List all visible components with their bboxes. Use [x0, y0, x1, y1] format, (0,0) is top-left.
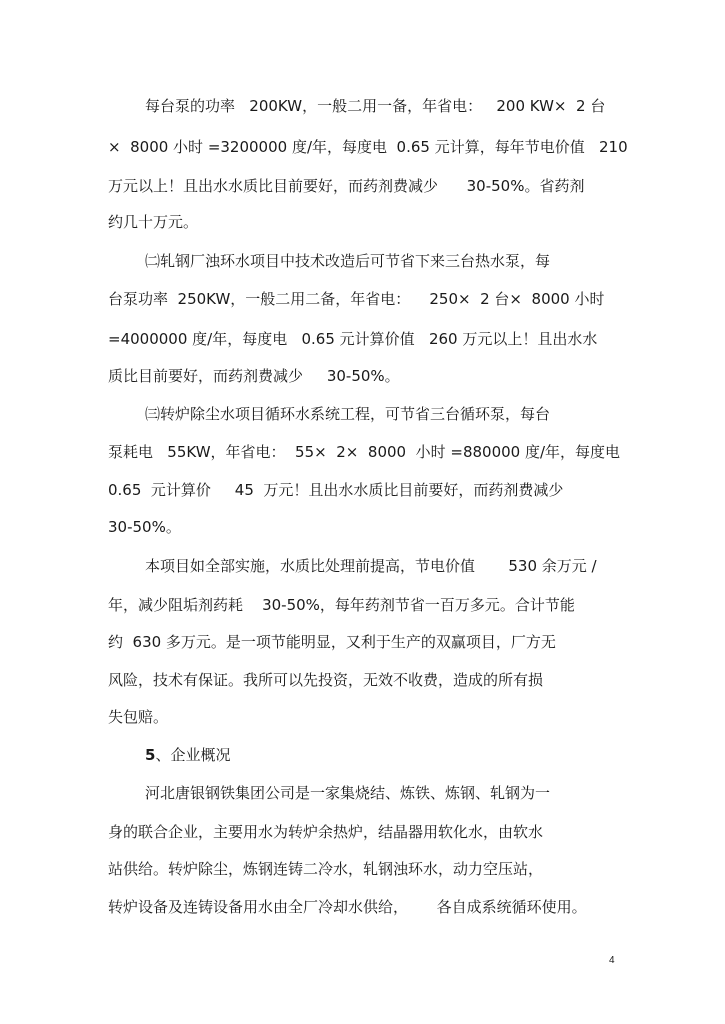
overview-line-2: 身的联合企业，主要用水为转炉余热炉，结晶器用软化水，由软水: [108, 823, 544, 841]
paragraph-4-line-3: 约 630 多万元。是一项节能明显，又利于生产的双赢项目，厂方无: [108, 633, 556, 651]
paragraph-3-line-2: 泵耗电 55KW，年省电： 55× 2× 8000 小时 =880000 度/年，每度电: [108, 443, 621, 461]
paragraph-4-line-2: 年，减少阻垢剂药耗 30-50%，每年药剂节省一百万多元。合计节能: [108, 596, 575, 614]
overview-line-4: 转炉设备及连铸设备用水由全厂冷却水供给， 各自成系统循环使用。: [108, 898, 587, 916]
paragraph-3-line-4: 30-50%。: [108, 518, 181, 536]
paragraph-1-line-4: 约几十万元。: [108, 213, 199, 231]
paragraph-1-line-2: × 8000 小时 =3200000 度/年，每度电 0.65 元计算，每年节电价值 210: [108, 138, 628, 156]
section-title: 、企业概况: [155, 746, 231, 764]
paragraph-3-line-1: ㈢转炉除尘水项目循环水系统工程，可节省三台循环泵，每台: [145, 405, 551, 423]
paragraph-2-line-1: ㈡轧钢厂浊环水项目中技术改造后可节省下来三台热水泵，每: [145, 252, 551, 270]
paragraph-1-line-3: 万元以上！且出水水质比目前要好，而药剂费减少 30-50%。省药剂: [108, 177, 585, 195]
paragraph-3-line-3: 0.65 元计算价 45 万元！且出水水质比目前要好，而药剂费减少: [108, 481, 564, 499]
overview-line-1: 河北唐银钢铁集团公司是一家集烧结、炼铁、炼钢、轧钢为一: [145, 784, 551, 802]
paragraph-4-line-1: 本项目如全部实施，水质比处理前提高，节电价值 530 余万元 /: [145, 557, 597, 575]
section-number: 5: [145, 746, 156, 764]
paragraph-1-line-1: 每台泵的功率 200KW，一般二用一备，年省电： 200 KW× 2 台: [145, 97, 606, 115]
paragraph-4-line-4: 风险，技术有保证。我所可以先投资，无效不收费，造成的所有损: [108, 671, 544, 689]
paragraph-2-line-4: 质比目前要好，而药剂费减少 30-50%。: [108, 367, 400, 385]
page-number: 4: [609, 955, 615, 966]
overview-line-3: 站供给。转炉除尘，炼钢连铸二冷水，轧钢浊环水，动力空压站，: [108, 860, 544, 878]
paragraph-4-line-5: 失包赔。: [108, 708, 169, 726]
paragraph-2-line-2: 台泵功率 250KW，一般二用二备，年省电： 250× 2 台× 8000 小时: [108, 290, 605, 308]
paragraph-2-line-3: =4000000 度/年，每度电 0.65 元计算价值 260 万元以上！且出水水: [108, 330, 598, 348]
section-heading: [145, 745, 230, 765]
